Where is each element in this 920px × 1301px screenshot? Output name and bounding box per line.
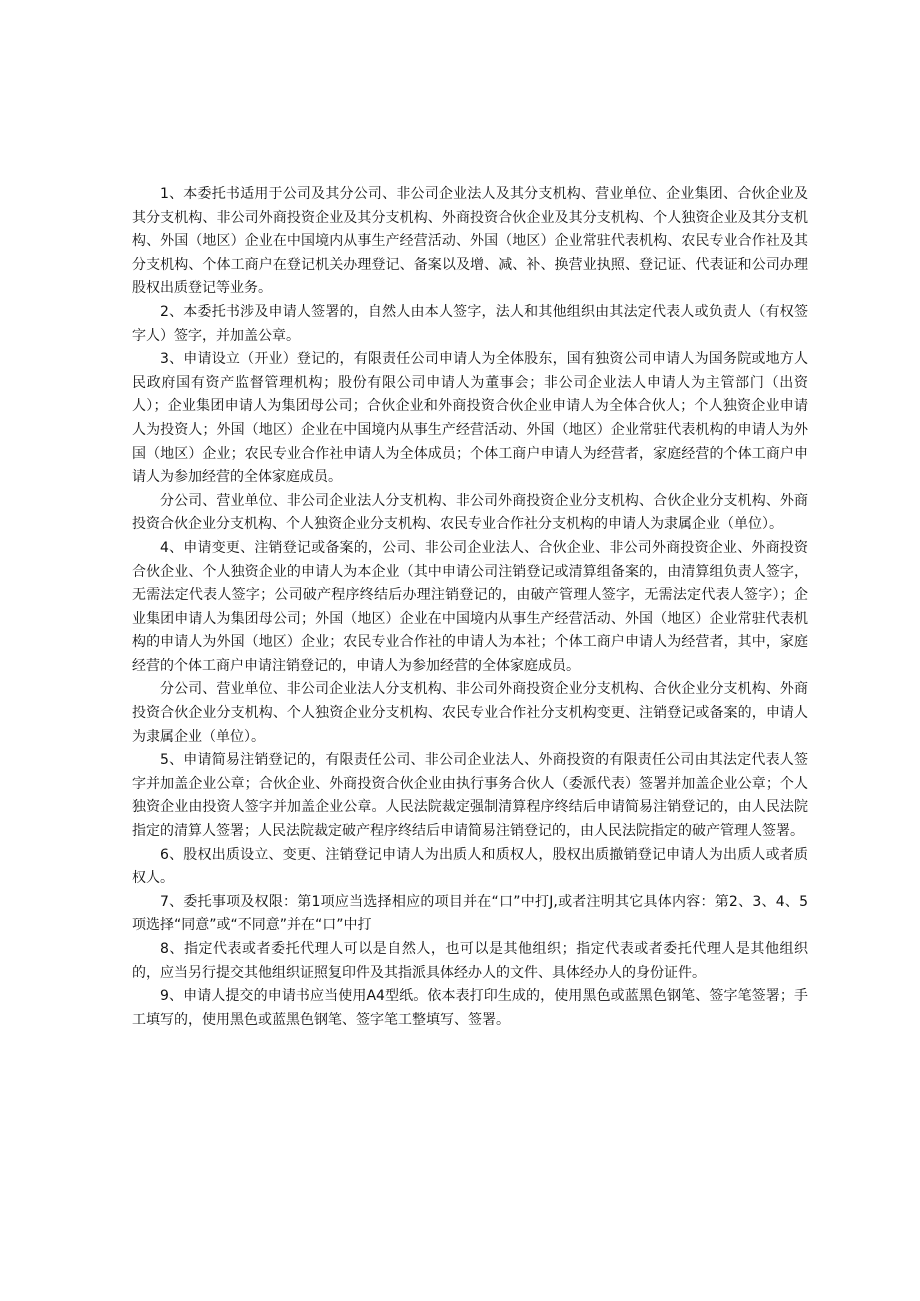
note-paragraph-3-branch: 分公司、营业单位、非公司企业法人分支机构、非公司外商投资企业分支机构、合伙企业分支机构、外商投资合伙企业分支机构、个人独资企业分支机构、农民专业合作社分支机构的申请人为隶属企业（单位）。 [132, 492, 808, 533]
note-paragraph-9: 9、申请人提交的申请书应当使用A4型纸。依本表打印生成的，使用黑色或蓝黑色钢笔、签字笔签署；手工填写的，使用黑色或蓝黑色钢笔、签字笔工整填写、签署。 [132, 988, 808, 1028]
note-paragraph-4-branch: 分公司、营业单位、非公司企业法人分支机构、非公司外商投资企业分支机构、合伙企业分支机构、外商投资合伙企业分支机构、个人独资企业分支机构、农民专业合作社分支机构变更、注销登记或备案的，申请人为隶属企业（单位）。 [132, 681, 808, 745]
note-paragraph-3: 3、申请设立（开业）登记的，有限责任公司申请人为全体股东，国有独资公司申请人为国务院或地方人民政府国有资产监督管理机构；股份有限公司申请人为董事会；非公司企业法人申请人为主管部门（出资人）；企业集团申请人为集团母公司；合伙企业和外商投资合伙企业申请人为全体合伙人；个人独资企业申请人为投资人；外国（地区）企业在中国境内从事生产经营活动、外国（地区）企业常驻代表机构的申请人为外国（地区）企业；农民专业合作社申请人为全体成员；个体工商户申请人为经营者，家庭经营的个体工商户申请人为参加经营的全体家庭成员。 [132, 351, 808, 486]
note-paragraph-2: 2、本委托书涉及申请人签署的，自然人由本人签字，法人和其他组织由其法定代表人或负责人（有权签字人）签字，并加盖公章。 [132, 303, 808, 344]
note-paragraph-4: 4、申请变更、注销登记或备案的，公司、非公司企业法人、合伙企业、非公司外商投资企业、外商投资合伙企业、个人独资企业的申请人为本企业（其中申请公司注销登记或清算组备案的，由清算组负责人签字，无需法定代表人签字；公司破产程序终结后办理注销登记的，由破产管理人签字，无需法定代表人签字）；企业集团申请人为集团母公司；外国（地区）企业在中国境内从事生产经营活动、外国（地区）企业常驻代表机构的申请人为外国（地区）企业；农民专业合作社的申请人为本社；个体工商户申请人为经营者，其中，家庭经营的个体工商户申请注销登记的，申请人为参加经营的全体家庭成员。 [132, 539, 808, 674]
note-paragraph-8: 8、指定代表或者委托代理人可以是自然人，也可以是其他组织；指定代表或者委托代理人是其他组织的，应当另行提交其他组织证照复印件及其指派具体经办人的文件、具体经办人的身份证件。 [132, 941, 808, 981]
note-paragraph-1: 1、本委托书适用于公司及其分公司、非公司企业法人及其分支机构、营业单位、企业集团、合伙企业及其分支机构、非公司外商投资企业及其分支机构、外商投资合伙企业及其分支机构、个人独资企业及其分支机构、外国（地区）企业在中国境内从事生产经营活动、外国（地区）企业常驻代表机构、农民专业合作社及其分支机构、个体工商户在登记机关办理登记、备案以及增、减、补、换营业执照、登记证、代表证和公司办理股权出质登记等业务。 [132, 186, 808, 297]
document-body [132, 183, 808, 1032]
note-paragraph-7: 7、委托事项及权限：第1项应当选择相应的项目并在“口”中打J,或者注明其它具体内容：第2、3、4、5项选择“同意”或“不同意”并在“口”中打 [132, 893, 808, 934]
note-paragraph-6: 6、股权出质设立、变更、注销登记申请人为出质人和质权人，股权出质撤销登记申请人为出质人或者质权人。 [132, 846, 808, 887]
note-paragraph-5: 5、申请简易注销登记的，有限责任公司、非公司企业法人、外商投资的有限责任公司由其法定代表人签字并加盖企业公章；合伙企业、外商投资合伙企业由执行事务合伙人（委派代表）签署并加盖企业公章；个人独资企业由投资人签字并加盖企业公章。人民法院裁定强制清算程序终结后申请简易注销登记的，由人民法院指定的清算人签署；人民法院裁定破产程序终结后申请简易注销登记的，由人民法院指定的破产管理人签署。 [132, 752, 808, 840]
